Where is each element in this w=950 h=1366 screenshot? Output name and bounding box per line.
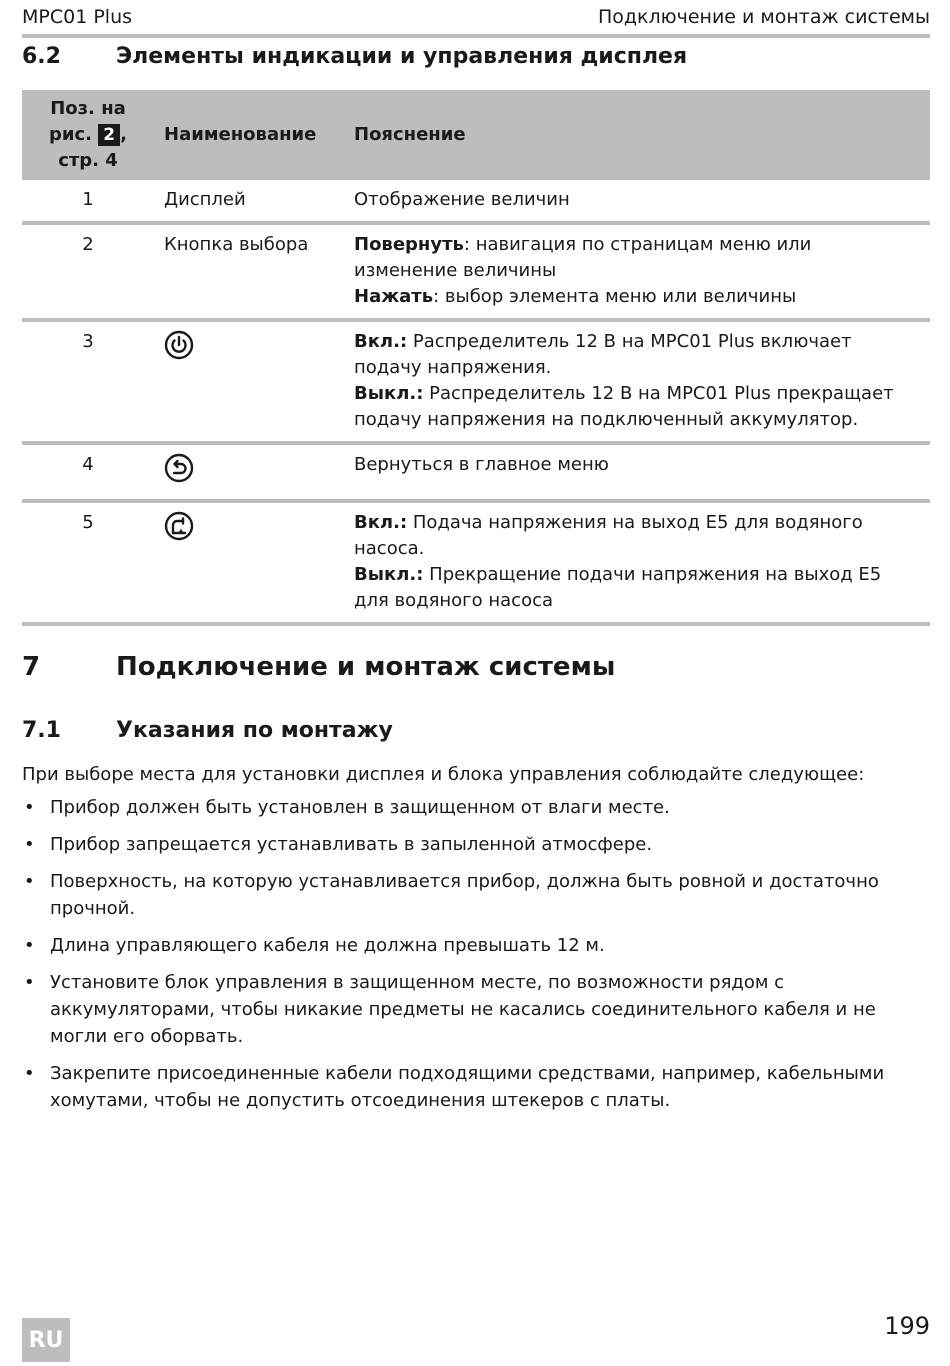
col-position-line3: стр. 4 bbox=[58, 150, 118, 171]
desc-bold: Выкл.: bbox=[354, 383, 424, 404]
section-title: Указания по монтажу bbox=[116, 718, 393, 743]
row-desc: Вернуться в главное меню bbox=[344, 443, 930, 501]
section-7-heading bbox=[22, 652, 615, 682]
section-7-1-heading bbox=[22, 718, 393, 743]
desc-bold: Вкл.: bbox=[354, 331, 408, 352]
section-title: Подключение и монтаж системы bbox=[116, 652, 616, 682]
table-row bbox=[22, 501, 930, 624]
row-desc bbox=[344, 501, 930, 624]
desc-text: Подача напряжения на выход E5 для водяного насоса. bbox=[354, 512, 863, 559]
row-desc: Отображение величин bbox=[344, 180, 930, 223]
intro-paragraph: При выборе места для установки дисплея и блока управления соблюдайте следующее: bbox=[22, 764, 865, 785]
section-number: 7.1 bbox=[22, 718, 61, 743]
page-number: 199 bbox=[884, 1312, 930, 1340]
table-row bbox=[22, 223, 930, 320]
row-name: Кнопка выбора bbox=[154, 223, 344, 320]
col-position-line2: рис. bbox=[49, 124, 93, 145]
list-item: • Закрепите присоединенные кабели подходящими средствами, например, кабельными хомутами, чтобы не допустить отсоединения штекеров с платы. bbox=[22, 1060, 930, 1114]
row-name bbox=[154, 501, 344, 624]
controls-table bbox=[22, 90, 930, 626]
section-number: 6.2 bbox=[22, 44, 61, 69]
row-pos: 5 bbox=[22, 501, 154, 624]
desc-text: Прекращение подачи напряжения на выход E5 для водяного насоса bbox=[354, 564, 882, 611]
section-6-2-heading bbox=[22, 44, 687, 69]
row-name: Дисплей bbox=[154, 180, 344, 223]
desc-bold: Выкл.: bbox=[354, 564, 424, 585]
figure-ref-badge: 2 bbox=[98, 124, 120, 146]
row-pos: 4 bbox=[22, 443, 154, 501]
desc-text: : выбор элемента меню или величины bbox=[433, 286, 797, 307]
col-name-header: Наименование bbox=[154, 90, 344, 180]
table-row bbox=[22, 320, 930, 443]
desc-bold: Нажать bbox=[354, 286, 434, 307]
header-chapter: Подключение и монтаж системы bbox=[597, 6, 930, 28]
row-desc bbox=[344, 223, 930, 320]
col-position-header bbox=[22, 90, 154, 180]
col-position-line1: Поз. на bbox=[50, 98, 126, 119]
row-name bbox=[154, 443, 344, 501]
list-item: • Установите блок управления в защищенном месте, по возможности рядом с аккумуляторами, чтобы никакие предметы не касались соединительного кабеля и не могли его оборвать. bbox=[22, 969, 930, 1050]
back-icon bbox=[164, 453, 194, 483]
desc-text: Распределитель 12 В на MPC01 Plus включает подачу напряжения. bbox=[354, 331, 852, 378]
col-desc-header: Пояснение bbox=[344, 90, 930, 180]
language-badge: RU bbox=[22, 1318, 70, 1362]
row-desc bbox=[344, 320, 930, 443]
mounting-notes-list bbox=[22, 794, 930, 1124]
page-header bbox=[22, 6, 930, 38]
list-item: • Длина управляющего кабеля не должна превышать 12 м. bbox=[22, 932, 930, 959]
section-number: 7 bbox=[22, 652, 41, 682]
header-product: MPC01 Plus bbox=[22, 6, 133, 28]
desc-bold: Вкл.: bbox=[354, 512, 408, 533]
list-item: • Прибор запрещается устанавливать в запыленной атмосфере. bbox=[22, 831, 930, 858]
table-row bbox=[22, 443, 930, 501]
desc-bold: Повернуть bbox=[354, 234, 464, 255]
row-name bbox=[154, 320, 344, 443]
desc-text: : навигация по страницам меню или изменение величины bbox=[354, 234, 812, 281]
list-item: • Поверхность, на которую устанавливается прибор, должна быть ровной и достаточно прочной. bbox=[22, 868, 930, 922]
water-pump-icon bbox=[164, 511, 194, 541]
table-row bbox=[22, 180, 930, 223]
section-title: Элементы индикации и управления дисплея bbox=[116, 44, 688, 69]
row-pos: 2 bbox=[22, 223, 154, 320]
desc-text: Распределитель 12 В на MPC01 Plus прекращает подачу напряжения на подключенный аккумулятор. bbox=[354, 383, 894, 430]
row-pos: 1 bbox=[22, 180, 154, 223]
power-icon bbox=[164, 330, 194, 360]
list-item: • Прибор должен быть установлен в защищенном от влаги месте. bbox=[22, 794, 930, 821]
col-position-comma: , bbox=[120, 124, 127, 145]
row-pos: 3 bbox=[22, 320, 154, 443]
table-header-row bbox=[22, 90, 930, 180]
